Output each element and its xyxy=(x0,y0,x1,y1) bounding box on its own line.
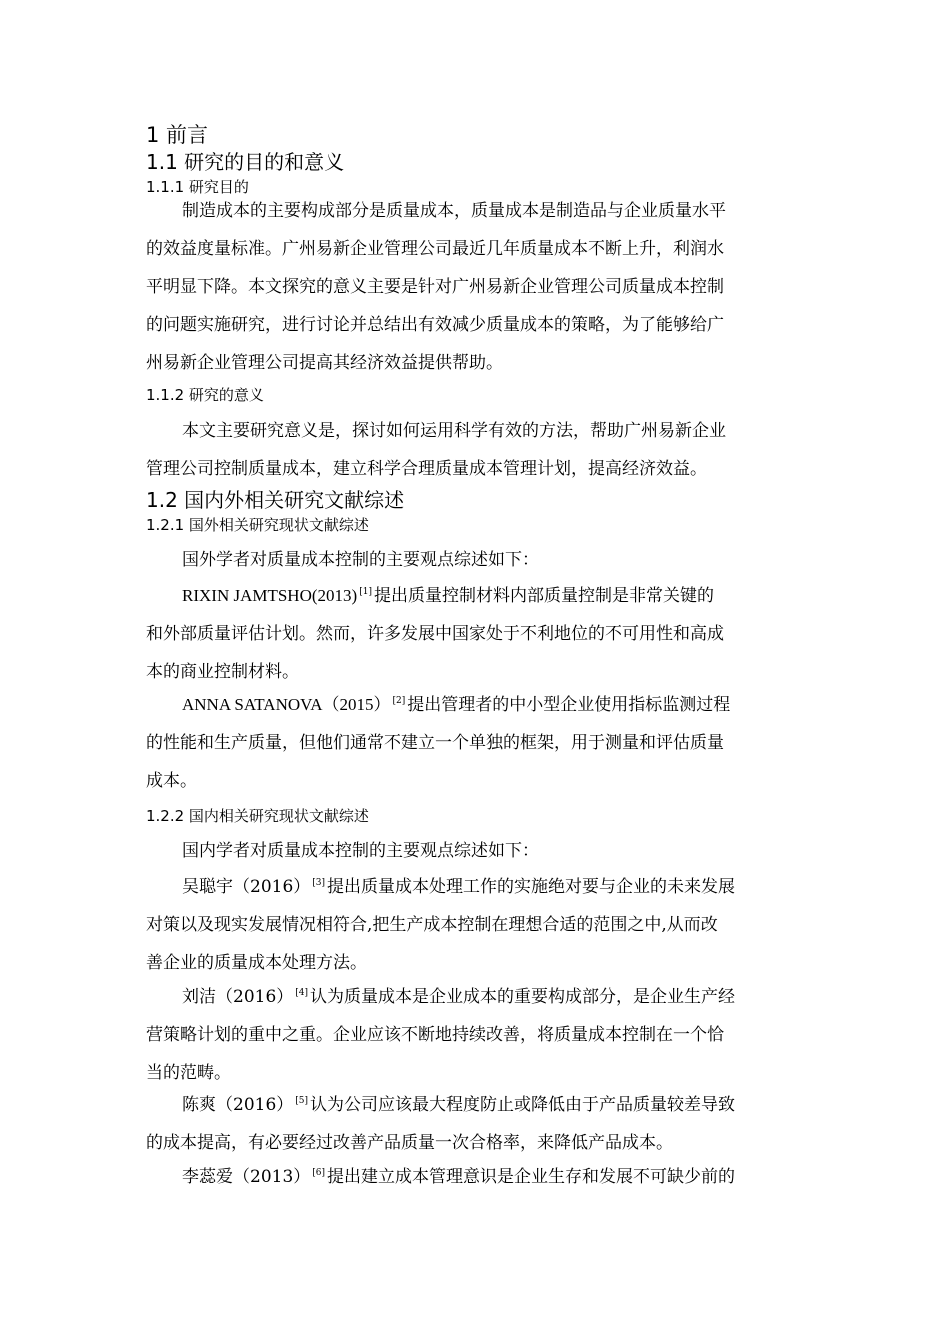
text-line: 国内学者对质量成本控制的主要观点综述如下： xyxy=(182,841,539,861)
text-line xyxy=(146,577,808,615)
heading-1-2-2: 1.2.2 国内相关研究现状文献综述 xyxy=(146,807,369,825)
text-line: 营策略计划的重中之重。企业应该不断地持续改善，将质量成本控制在一个恰 xyxy=(146,1025,724,1045)
paragraph-wu xyxy=(146,868,808,982)
text-line: 本的商业控制材料。 xyxy=(146,662,299,682)
text-line: 的成本提高，有必要经过改善产品质量一次合格率，来降低产品成本。 xyxy=(146,1133,673,1153)
text-line: 本文主要研究意义是，探讨如何运用科学有效的方法，帮助广州易新企业 xyxy=(182,421,726,441)
citation-author: 李蕊爱（2013） xyxy=(182,1167,311,1187)
citation-text: 提出管理者的中小型企业使用指标监测过程 xyxy=(407,695,731,715)
text-line: 对策以及现实发展情况相符合,把生产成本控制在理想合适的范围之中,从而改 xyxy=(146,915,718,935)
citation-ref: [3] xyxy=(312,878,326,888)
text-line: 当的范畴。 xyxy=(146,1063,231,1083)
text-line: 的性能和生产质量，但他们通常不建立一个单独的框架，用于测量和评估质量 xyxy=(146,733,724,753)
paragraph-li xyxy=(146,1158,808,1196)
citation-text: 认为公司应该最大程度防止或降低由于产品质量较差导致 xyxy=(310,1095,736,1115)
text-line: 和外部质量评估计划。然而，许多发展中国家处于不利地位的不可用性和高成 xyxy=(146,624,724,644)
text-line: 成本。 xyxy=(146,771,197,791)
citation-author: RIXIN JAMTSHO(2013) xyxy=(182,586,358,605)
text-line: 的效益度量标准。广州易新企业管理公司最近几年质量成本不断上升，利润水 xyxy=(146,239,724,259)
citation-text: 认为质量成本是企业成本的重要构成部分，是企业生产经 xyxy=(310,987,736,1007)
text-line: 管理公司控制质量成本，建立科学合理质量成本管理计划，提高经济效益。 xyxy=(146,459,707,479)
heading-1-1-1: 1.1.1 研究目的 xyxy=(146,178,249,196)
citation-text: 提出质量成本处理工作的实施绝对要与企业的未来发展 xyxy=(327,877,736,897)
citation-ref: [1] xyxy=(359,587,372,597)
citation-text: 提出建立成本管理意识是企业生存和发展不可缺少前的 xyxy=(327,1167,736,1187)
text-line: 善企业的质量成本处理方法。 xyxy=(146,953,367,973)
heading-1-preface: 1 前言 xyxy=(146,123,209,147)
text-line xyxy=(146,978,808,1016)
text-line xyxy=(146,1158,808,1196)
citation-text: 提出质量控制材料内部质量控制是非常关键的 xyxy=(373,586,714,606)
paragraph-satanova xyxy=(146,686,808,800)
paragraph-research-purpose xyxy=(146,192,808,382)
paragraph-jamtsho xyxy=(146,577,808,691)
heading-1-1-2: 1.1.2 研究的意义 xyxy=(146,386,264,404)
citation-author: 陈爽（2016） xyxy=(182,1095,294,1115)
paragraph-research-significance xyxy=(146,412,808,488)
citation-author: ANNA SATANOVA（2015） xyxy=(182,695,391,714)
text-line xyxy=(146,1086,808,1124)
paragraph-foreign-intro xyxy=(146,541,808,579)
text-line: 国外学者对质量成本控制的主要观点综述如下： xyxy=(182,550,539,570)
heading-1-1: 1.1 研究的目的和意义 xyxy=(146,150,345,174)
text-line xyxy=(146,868,808,906)
heading-1-2: 1.2 国内外相关研究文献综述 xyxy=(146,488,405,512)
text-line xyxy=(146,686,808,724)
citation-ref: [2] xyxy=(392,696,406,706)
citation-author: 刘洁（2016） xyxy=(182,987,294,1007)
citation-ref: [4] xyxy=(295,988,309,998)
citation-ref: [6] xyxy=(312,1168,326,1178)
paragraph-chen xyxy=(146,1086,808,1162)
paragraph-domestic-intro xyxy=(146,832,808,870)
citation-ref: [5] xyxy=(295,1096,309,1106)
heading-1-2-1: 1.2.1 国外相关研究现状文献综述 xyxy=(146,516,369,534)
text-line: 制造成本的主要构成部分是质量成本，质量成本是制造品与企业质量水平 xyxy=(182,201,726,221)
text-line: 的问题实施研究，进行讨论并总结出有效减少质量成本的策略，为了能够给广 xyxy=(146,315,724,335)
text-line: 州易新企业管理公司提高其经济效益提供帮助。 xyxy=(146,353,503,373)
paragraph-liu xyxy=(146,978,808,1092)
text-line: 平明显下降。本文探究的意义主要是针对广州易新企业管理公司质量成本控制 xyxy=(146,277,724,297)
citation-author: 吴聪宇（2016） xyxy=(182,877,311,897)
